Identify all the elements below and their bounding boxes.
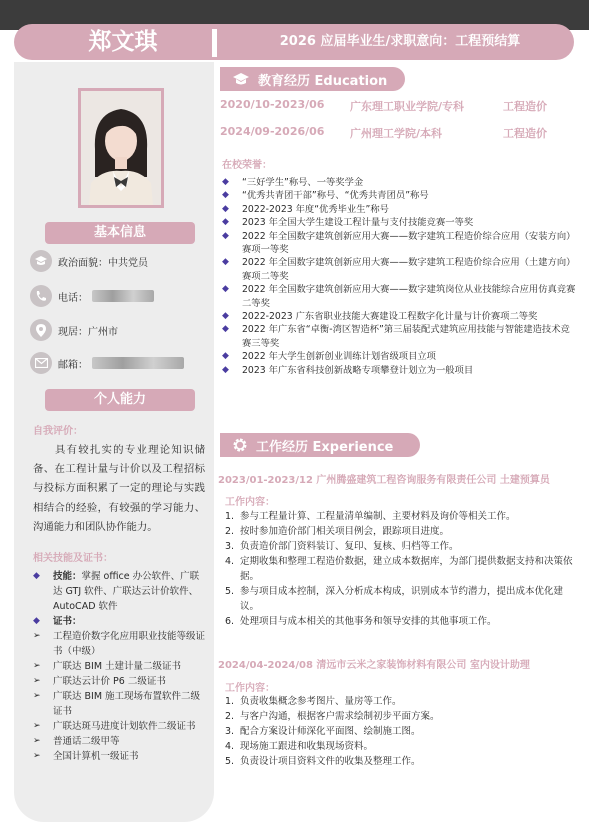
candidate-name: 郑文琪 [88, 29, 158, 55]
gear-icon [232, 437, 248, 453]
honor-item: ◆ 2022 年广东省“卓衡-湾区智造杯”第三届装配式建筑应用技能与智能建造技术竞赛三等奖 [222, 324, 570, 349]
honor-item: ◆ “优秀共青团干部”称号、“优秀共青团员”称号 [222, 190, 429, 202]
job-header: 2023/01-2023/12 广州腾盛建筑工程咨询服务有限责任公司 土建预算员 [218, 475, 550, 486]
task-item: 3. 配合方案设计师深化平面图、绘制施工图。 [225, 726, 421, 737]
task-item: 1. 负责收集概念参考图片、量房等工作。 [225, 696, 402, 707]
job-content-label: 工作内容： [225, 497, 275, 508]
task-item: 5. 参与项目成本控制，深入分析成本构成，识别成本节约潜力，提出成本优化建议。 [225, 586, 564, 612]
profile-photo [78, 88, 164, 208]
task-item: 1. 参与工程量计算、工程量清单编制、主要材料及询价等相关工作。 [225, 511, 516, 522]
email-icon [30, 352, 52, 374]
skills-label: 相关技能及证书： [33, 553, 113, 564]
honor-item: ◆ 2022 年全国数字建筑创新应用大赛——数字建筑岗位从业技能综合应用仿真竞赛二等奖 [222, 284, 576, 309]
phone-row [30, 283, 205, 309]
phone-number-redacted [92, 290, 154, 302]
honor-item: ◆ 2022 年大学生创新创业训练计划省级项目立项 [222, 351, 436, 363]
email-label: 邮箱： [58, 359, 88, 371]
skills-list [33, 569, 205, 764]
skill-item: ➢ 广联达云计价 P6 二级证书 [33, 676, 166, 687]
self-eval-label: 自我评价： [33, 426, 83, 437]
ability-heading: 个人能力 [45, 389, 195, 411]
graduation-cap-icon [232, 72, 250, 86]
honor-item: ◆ 2023 年广东省科技创新战略专项攀登计划立为一般项目 [222, 364, 474, 376]
location: 现居：广州市 [58, 326, 118, 338]
honor-item: ◆ 2022 年全国数字建筑创新应用大赛——数字建筑工程造价综合应用（土建方向）赛项二等奖 [222, 257, 576, 282]
task-item: 4. 定期收集和整理工程造价数据，建立成本数据库，为部门提供数据支持和决策依据。 [225, 556, 573, 582]
self-eval-text: 具有较扎实的专业理论知识储备、在工程计量与计价以及工程招标与投标方面积累了一定的理论与实践相结合的经验，有较强的学习能力、沟通能力和团队协作能力。 [33, 444, 205, 533]
skill-item: ◆ 证书： [33, 616, 82, 627]
honor-item: ◆ 2022-2023 广东省职业技能大赛建设工程数字化计量与计价赛项二等奖 [222, 311, 538, 323]
task-item: 6. 处理项目与成本相关的其他事务和领导安排的其他事项工作。 [225, 616, 497, 627]
task-list [225, 509, 577, 629]
email-row [30, 350, 205, 376]
phone-label: 电话： [58, 292, 88, 304]
location-row [30, 317, 205, 343]
location-pin-icon [30, 319, 52, 341]
job-header: 2024/04-2024/08 清远市云米之家装饰材料有限公司 室内设计助理 [218, 660, 530, 671]
honor-item: ◆ “三好学生”称号、一等奖学金 [222, 177, 364, 188]
education-heading: 教育经历 Education [220, 67, 405, 91]
phone-icon [30, 285, 52, 307]
political-status-row [30, 248, 205, 274]
honor-item: ◆ 2022 年全国数字建筑创新应用大赛——数字建筑工程造价综合应用（安装方向）赛项一等奖 [222, 230, 576, 256]
honor-item: ◆ 2022-2023 年度“优秀毕业生”称号 [222, 203, 389, 215]
honors-list [222, 176, 578, 377]
political-status: 政治面貌：中共党员 [58, 257, 148, 269]
header-divider [212, 29, 217, 57]
task-item: 2. 按时参加造价部门相关项目例会，跟踪项目进度。 [225, 526, 450, 537]
graduation-cap-icon [30, 250, 52, 272]
honor-item: ◆ 2023 年全国大学生建设工程计量与支付技能竞赛一等奖 [222, 217, 474, 229]
task-item: 5. 负责设计项目资料文件的收集及整理工作。 [225, 756, 421, 767]
skill-item: ➢ 广联达 BIM 土建计量二级证书 [33, 661, 182, 672]
task-item: 4. 现场施工跟进和收集现场资料。 [225, 741, 374, 752]
skill-item: ➢ 普通话二级甲等 [33, 736, 120, 747]
task-item: 3. 负责造价部门资料装订、复印、复核、归档等工作。 [225, 541, 459, 552]
skill-item: ➢ 广联达斑马进度计划软件二级证书 [33, 721, 196, 732]
honors-label: 在校荣誉： [222, 160, 272, 171]
task-list [225, 694, 577, 769]
job-objective: 2026 应届毕业生/求职意向：工程预结算 [279, 34, 521, 49]
experience-heading: 工作经历 Experience [220, 433, 420, 457]
basic-info-heading: 基本信息 [45, 222, 195, 244]
task-item: 2. 与客户沟通，根据客户需求绘制初步平面方案。 [225, 711, 440, 722]
job-content-label: 工作内容： [225, 683, 275, 694]
skill-item: ➢ 全国计算机一级证书 [33, 751, 139, 762]
email-redacted [92, 357, 184, 369]
skill-item: ◆ 技能：掌握 office 办公软件、广联达 GTJ 软件、广联达云计价软件、AutoCAD 软件 [33, 571, 200, 612]
skill-item: ➢ 广联达 BIM 施工现场布置软件二级证书 [33, 691, 201, 717]
skill-item: ➢ 工程造价数字化应用职业技能等级证书（中级） [33, 631, 206, 657]
